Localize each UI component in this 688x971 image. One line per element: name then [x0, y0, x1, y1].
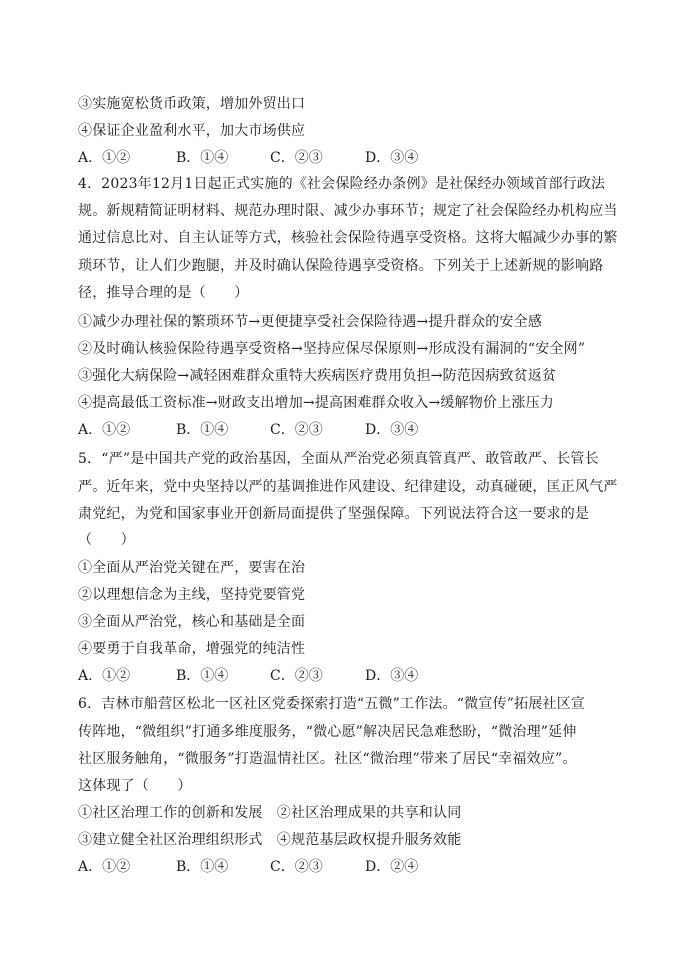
question-4-stem-line-5: 径，推导合理的是（ ） [78, 285, 249, 301]
question-5-item-1: ①全面从严治党关键在严，要害在治 [78, 560, 306, 576]
answer-option-a: A．①② [78, 150, 131, 166]
question-6-stem-line-1: 6．吉林市船营区松北一区社区党委探索打造“五微”工作法。“微宣传”拓展社区宣 [78, 696, 586, 712]
question-6-stem-line-3: 社区服务触角，“微服务”打造温情社区。社区“微治理”带来了居民“幸福效应”。 [78, 751, 577, 767]
question-4-stem-line-1: 4．2023年12月1日起正式实施的《社会保险经办条例》是社保经办领域首部行政法 [78, 176, 606, 192]
question-4-item-1: ①减少办理社保的繁琐环节→更便捷享受社会保险待遇→提升群众的安全感 [78, 314, 543, 330]
question-4-stem-line-2: 规。新规精简证明材料、规范办理时限、减少办事环节；规定了社会保险经办机构应当 [78, 203, 618, 219]
question-5-stem-line-2: 严。近年来，党中央坚持以严的基调推进作风建设、纪律建设，动真碰硬，匡正风气严 [78, 479, 618, 495]
answer-option-a: A．①② [78, 422, 131, 438]
answer-option-c: C．②③ [270, 422, 323, 438]
question-4-stem-line-3: 通过信息比对、自主认证等方式，核验社会保险待遇享受资格。这将大幅减少办事的繁 [78, 230, 618, 246]
question-5-stem-line-4: （ ） [78, 532, 135, 548]
answer-option-b: B．①④ [176, 150, 229, 166]
answer-option-d: D．③④ [365, 422, 419, 438]
question-4-item-3: ③强化大病保险→减轻困难群众重特大疾病医疗费用负担→防范因病致贫返贫 [78, 368, 557, 384]
question-5-options [78, 666, 618, 686]
question-5-stem-line-3: 肃党纪，为党和国家事业开创新局面提供了坚强保障。下列说法符合这一要求的是 [78, 506, 590, 522]
question-4-options [78, 420, 618, 440]
question-6-options [78, 857, 618, 877]
question-6-stem-line-4: 这体现了（ ） [78, 778, 192, 794]
answer-option-b: B．①④ [176, 668, 229, 684]
answer-options [78, 148, 618, 168]
answer-option-a: A．①② [78, 668, 131, 684]
answer-option-d: D．③④ [365, 668, 419, 684]
question-6-stem-line-2: 传阵地，“微组织”打通多维度服务，“微心愿”解决居民急难愁盼，“微治理”延伸 [78, 724, 577, 740]
question-6-item-row-1: ①社区治理工作的创新和发展 ②社区治理成果的共享和认同 [78, 805, 462, 821]
question-4-stem-line-4: 琐环节，让人们少跑腿，并及时确认保险待遇享受资格。下列关于上述新规的影响路 [78, 258, 604, 274]
answer-option-b: B．①④ [176, 859, 229, 875]
answer-option-c: C．②③ [270, 150, 323, 166]
answer-option-d: D．②④ [365, 859, 419, 875]
answer-option-b: B．①④ [176, 422, 229, 438]
question-4-item-2: ②及时确认核验保险待遇享受资格→坚持应保尽保原则→形成没有漏洞的“安全网” [78, 341, 586, 357]
answer-option-a: A．①② [78, 859, 131, 875]
answer-option-d: D．③④ [365, 150, 419, 166]
question-6-item-row-2: ③建立健全社区治理组织形式 ④规范基层政权提升服务效能 [78, 832, 462, 848]
question-5-item-2: ②以理想信念为主线，坚持党要管党 [78, 587, 306, 603]
option-item-4: ④保证企业盈利水平，加大市场供应 [78, 123, 306, 139]
question-5-stem-line-1: 5．“严”是中国共产党的政治基因，全面从严治党必须真管真严、敢管敢严、长管长 [78, 451, 599, 467]
question-5-item-3: ③全面从严治党，核心和基础是全面 [78, 614, 306, 630]
answer-option-c: C．②③ [270, 859, 323, 875]
question-5-item-4: ④要勇于自我革命，增强党的纯洁性 [78, 641, 306, 657]
answer-option-c: C．②③ [270, 668, 323, 684]
question-4-item-4: ④提高最低工资标准→财政支出增加→提高困难群众收入→缓解物价上涨压力 [78, 395, 554, 411]
option-item-3: ③实施宽松货币政策，增加外贸出口 [78, 96, 306, 112]
